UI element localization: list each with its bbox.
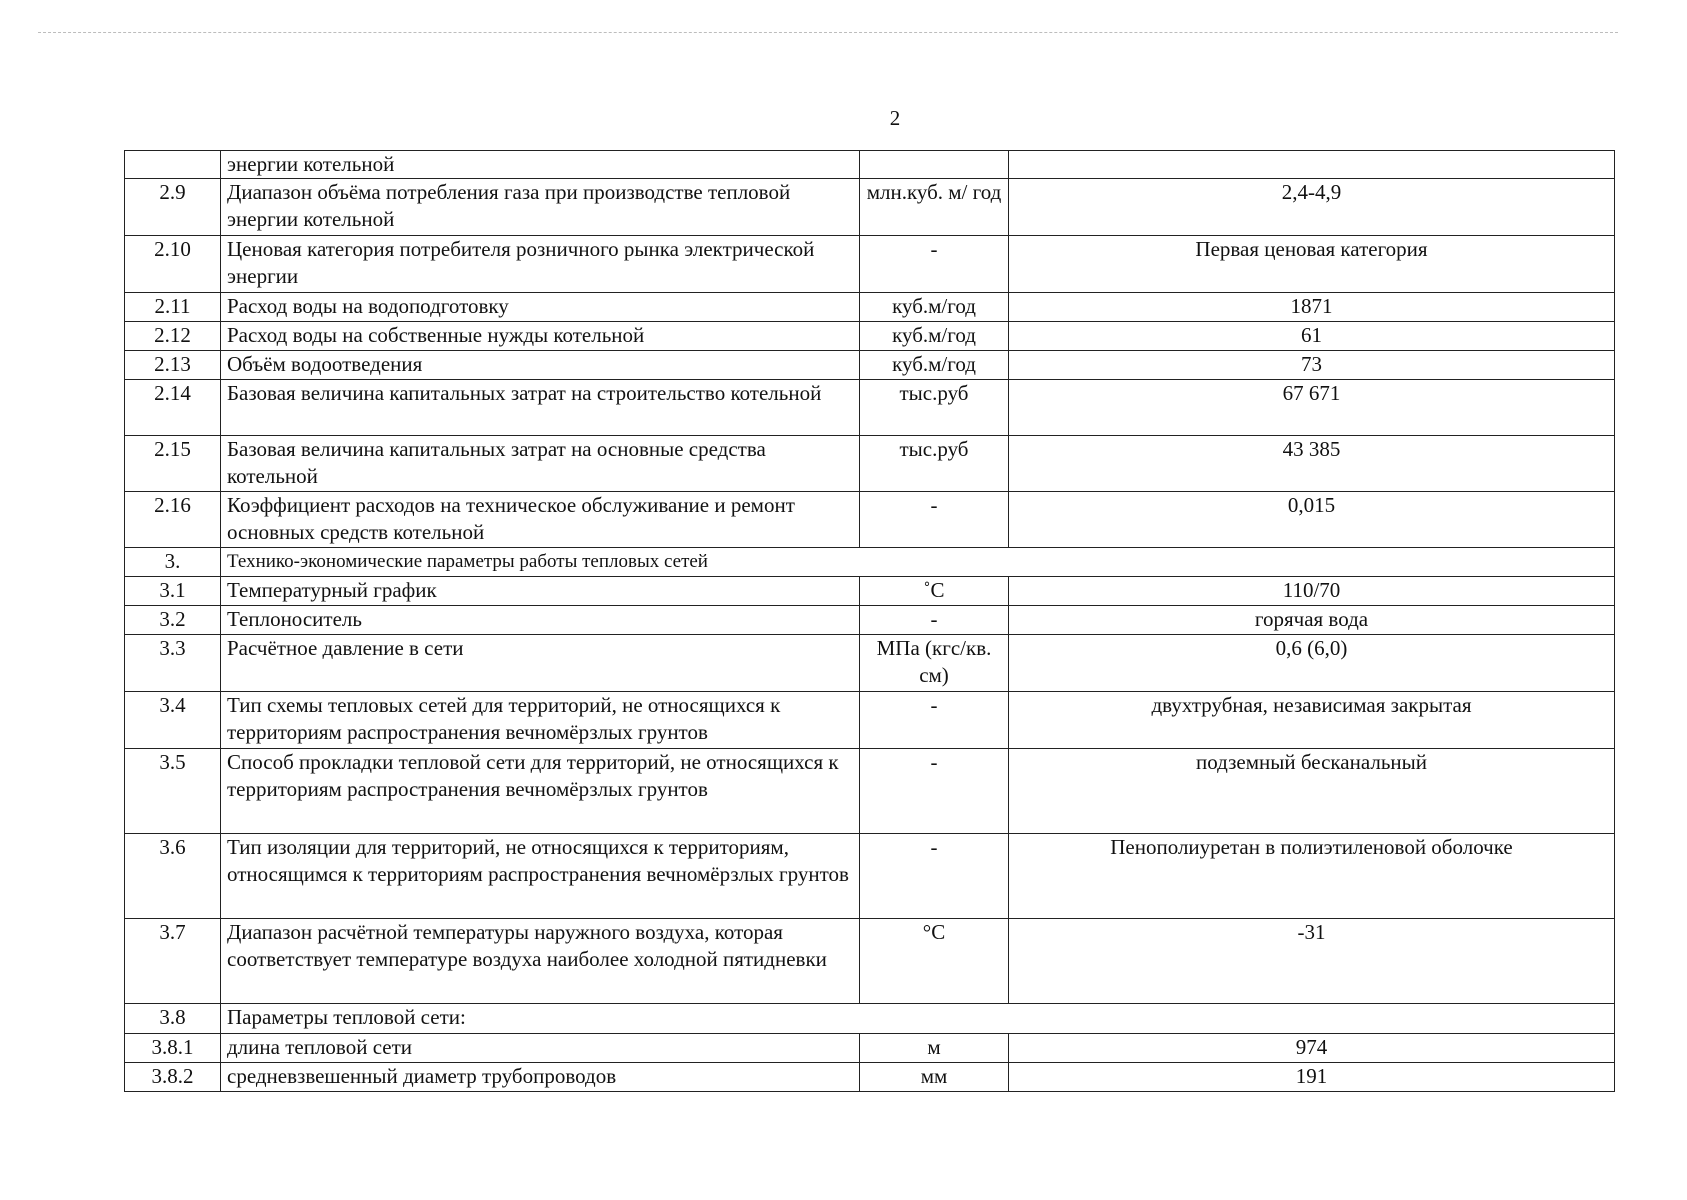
- row-value: горячая вода: [1009, 606, 1615, 635]
- row-parameter: Диапазон расчётной температуры наружного воздуха, которая соответствует температуре воздуха наиболее холодной пятидневки: [221, 919, 860, 1004]
- section-number: 3.8: [125, 1004, 221, 1034]
- row-unit: мм: [860, 1063, 1009, 1092]
- row-value: 67 671: [1009, 380, 1615, 436]
- parameters-table: [124, 150, 1615, 1092]
- table-row: [125, 749, 1615, 834]
- row-value: 1871: [1009, 293, 1615, 322]
- row-parameter: длина тепловой сети: [221, 1034, 860, 1063]
- row-value: Пенополиуретан в полиэтиленовой оболочке: [1009, 834, 1615, 919]
- row-parameter: Температурный график: [221, 577, 860, 606]
- row-parameter: энергии котельной: [221, 151, 860, 179]
- row-parameter: Объём водоотведения: [221, 351, 860, 380]
- row-parameter: Тип изоляции для территорий, не относящихся к территориям, относящимся к территориям распространения вечномёрзлых грунтов: [221, 834, 860, 919]
- table-row: [125, 380, 1615, 436]
- row-unit: куб.м/год: [860, 322, 1009, 351]
- row-number: 2.16: [125, 492, 221, 548]
- row-number: 2.14: [125, 380, 221, 436]
- row-unit: [860, 151, 1009, 179]
- scan-edge-line: [38, 32, 1618, 33]
- row-parameter: Ценовая категория потребителя розничного рынка электрической энергии: [221, 236, 860, 293]
- row-parameter: Диапазон объёма потребления газа при производстве тепловой энергии котельной: [221, 179, 860, 236]
- table-row: [125, 322, 1615, 351]
- row-unit: -: [860, 236, 1009, 293]
- row-unit: °С: [860, 919, 1009, 1004]
- table-row: [125, 635, 1615, 692]
- row-unit: куб.м/год: [860, 351, 1009, 380]
- table-row: [125, 436, 1615, 492]
- row-value: 974: [1009, 1034, 1615, 1063]
- row-parameter: Базовая величина капитальных затрат на строительство котельной: [221, 380, 860, 436]
- page-number: 2: [889, 106, 901, 130]
- row-value: 73: [1009, 351, 1615, 380]
- row-number: 3.2: [125, 606, 221, 635]
- table-row: [125, 606, 1615, 635]
- row-number: 2.11: [125, 293, 221, 322]
- row-number: 2.9: [125, 179, 221, 236]
- table-row: [125, 1034, 1615, 1063]
- row-unit: -: [860, 834, 1009, 919]
- row-number: 2.10: [125, 236, 221, 293]
- row-unit: тыс.руб: [860, 380, 1009, 436]
- section-row: [125, 548, 1615, 577]
- row-unit: м: [860, 1034, 1009, 1063]
- table-row: [125, 236, 1615, 293]
- row-value: двухтрубная, независимая закрытая: [1009, 692, 1615, 749]
- row-parameter: средневзвешенный диаметр трубопроводов: [221, 1063, 860, 1092]
- row-unit: -: [860, 749, 1009, 834]
- table-row: [125, 151, 1615, 179]
- row-value: подземный бесканальный: [1009, 749, 1615, 834]
- row-number: 3.7: [125, 919, 221, 1004]
- row-number: 3.3: [125, 635, 221, 692]
- row-parameter: Способ прокладки тепловой сети для территорий, не относящихся к территориям распространения вечномёрзлых грунтов: [221, 749, 860, 834]
- row-parameter: Расход воды на собственные нужды котельной: [221, 322, 860, 351]
- table-row: [125, 351, 1615, 380]
- table-row: [125, 692, 1615, 749]
- row-number: 3.8.1: [125, 1034, 221, 1063]
- row-parameter: Расчётное давление в сети: [221, 635, 860, 692]
- row-number: 3.1: [125, 577, 221, 606]
- row-value: 43 385: [1009, 436, 1615, 492]
- section-row: [125, 1004, 1615, 1034]
- row-value: 0,015: [1009, 492, 1615, 548]
- row-number: 2.15: [125, 436, 221, 492]
- row-value: 61: [1009, 322, 1615, 351]
- row-value: 110/70: [1009, 577, 1615, 606]
- row-value: 191: [1009, 1063, 1615, 1092]
- table-row: [125, 293, 1615, 322]
- row-unit: -: [860, 606, 1009, 635]
- row-unit: -: [860, 692, 1009, 749]
- row-value: 0,6 (6,0): [1009, 635, 1615, 692]
- row-number: 3.5: [125, 749, 221, 834]
- table-row: [125, 179, 1615, 236]
- row-number: [125, 151, 221, 179]
- table-row: [125, 492, 1615, 548]
- row-parameter: Коэффициент расходов на техническое обслуживание и ремонт основных средств котельной: [221, 492, 860, 548]
- row-unit: млн.куб. м/ год: [860, 179, 1009, 236]
- section-title: Параметры тепловой сети:: [221, 1004, 1615, 1034]
- row-unit: тыс.руб: [860, 436, 1009, 492]
- row-parameter: Базовая величина капитальных затрат на основные средства котельной: [221, 436, 860, 492]
- table-row: [125, 919, 1615, 1004]
- row-unit: ˚С: [860, 577, 1009, 606]
- table-row: [125, 834, 1615, 919]
- section-number: 3.: [125, 548, 221, 577]
- row-value: -31: [1009, 919, 1615, 1004]
- row-number: 3.8.2: [125, 1063, 221, 1092]
- row-parameter: Теплоноситель: [221, 606, 860, 635]
- row-value: [1009, 151, 1615, 179]
- row-unit: -: [860, 492, 1009, 548]
- row-number: 2.12: [125, 322, 221, 351]
- row-unit: куб.м/год: [860, 293, 1009, 322]
- row-value: Первая ценовая категория: [1009, 236, 1615, 293]
- row-number: 3.6: [125, 834, 221, 919]
- row-parameter: Тип схемы тепловых сетей для территорий, не относящихся к территориям распространения вечномёрзлых грунтов: [221, 692, 860, 749]
- row-number: 2.13: [125, 351, 221, 380]
- row-parameter: Расход воды на водоподготовку: [221, 293, 860, 322]
- row-value: 2,4-4,9: [1009, 179, 1615, 236]
- row-number: 3.4: [125, 692, 221, 749]
- section-title: Технико-экономические параметры работы тепловых сетей: [221, 548, 1615, 577]
- table-row: [125, 1063, 1615, 1092]
- table-row: [125, 577, 1615, 606]
- row-unit: МПа (кгс/кв. см): [860, 635, 1009, 692]
